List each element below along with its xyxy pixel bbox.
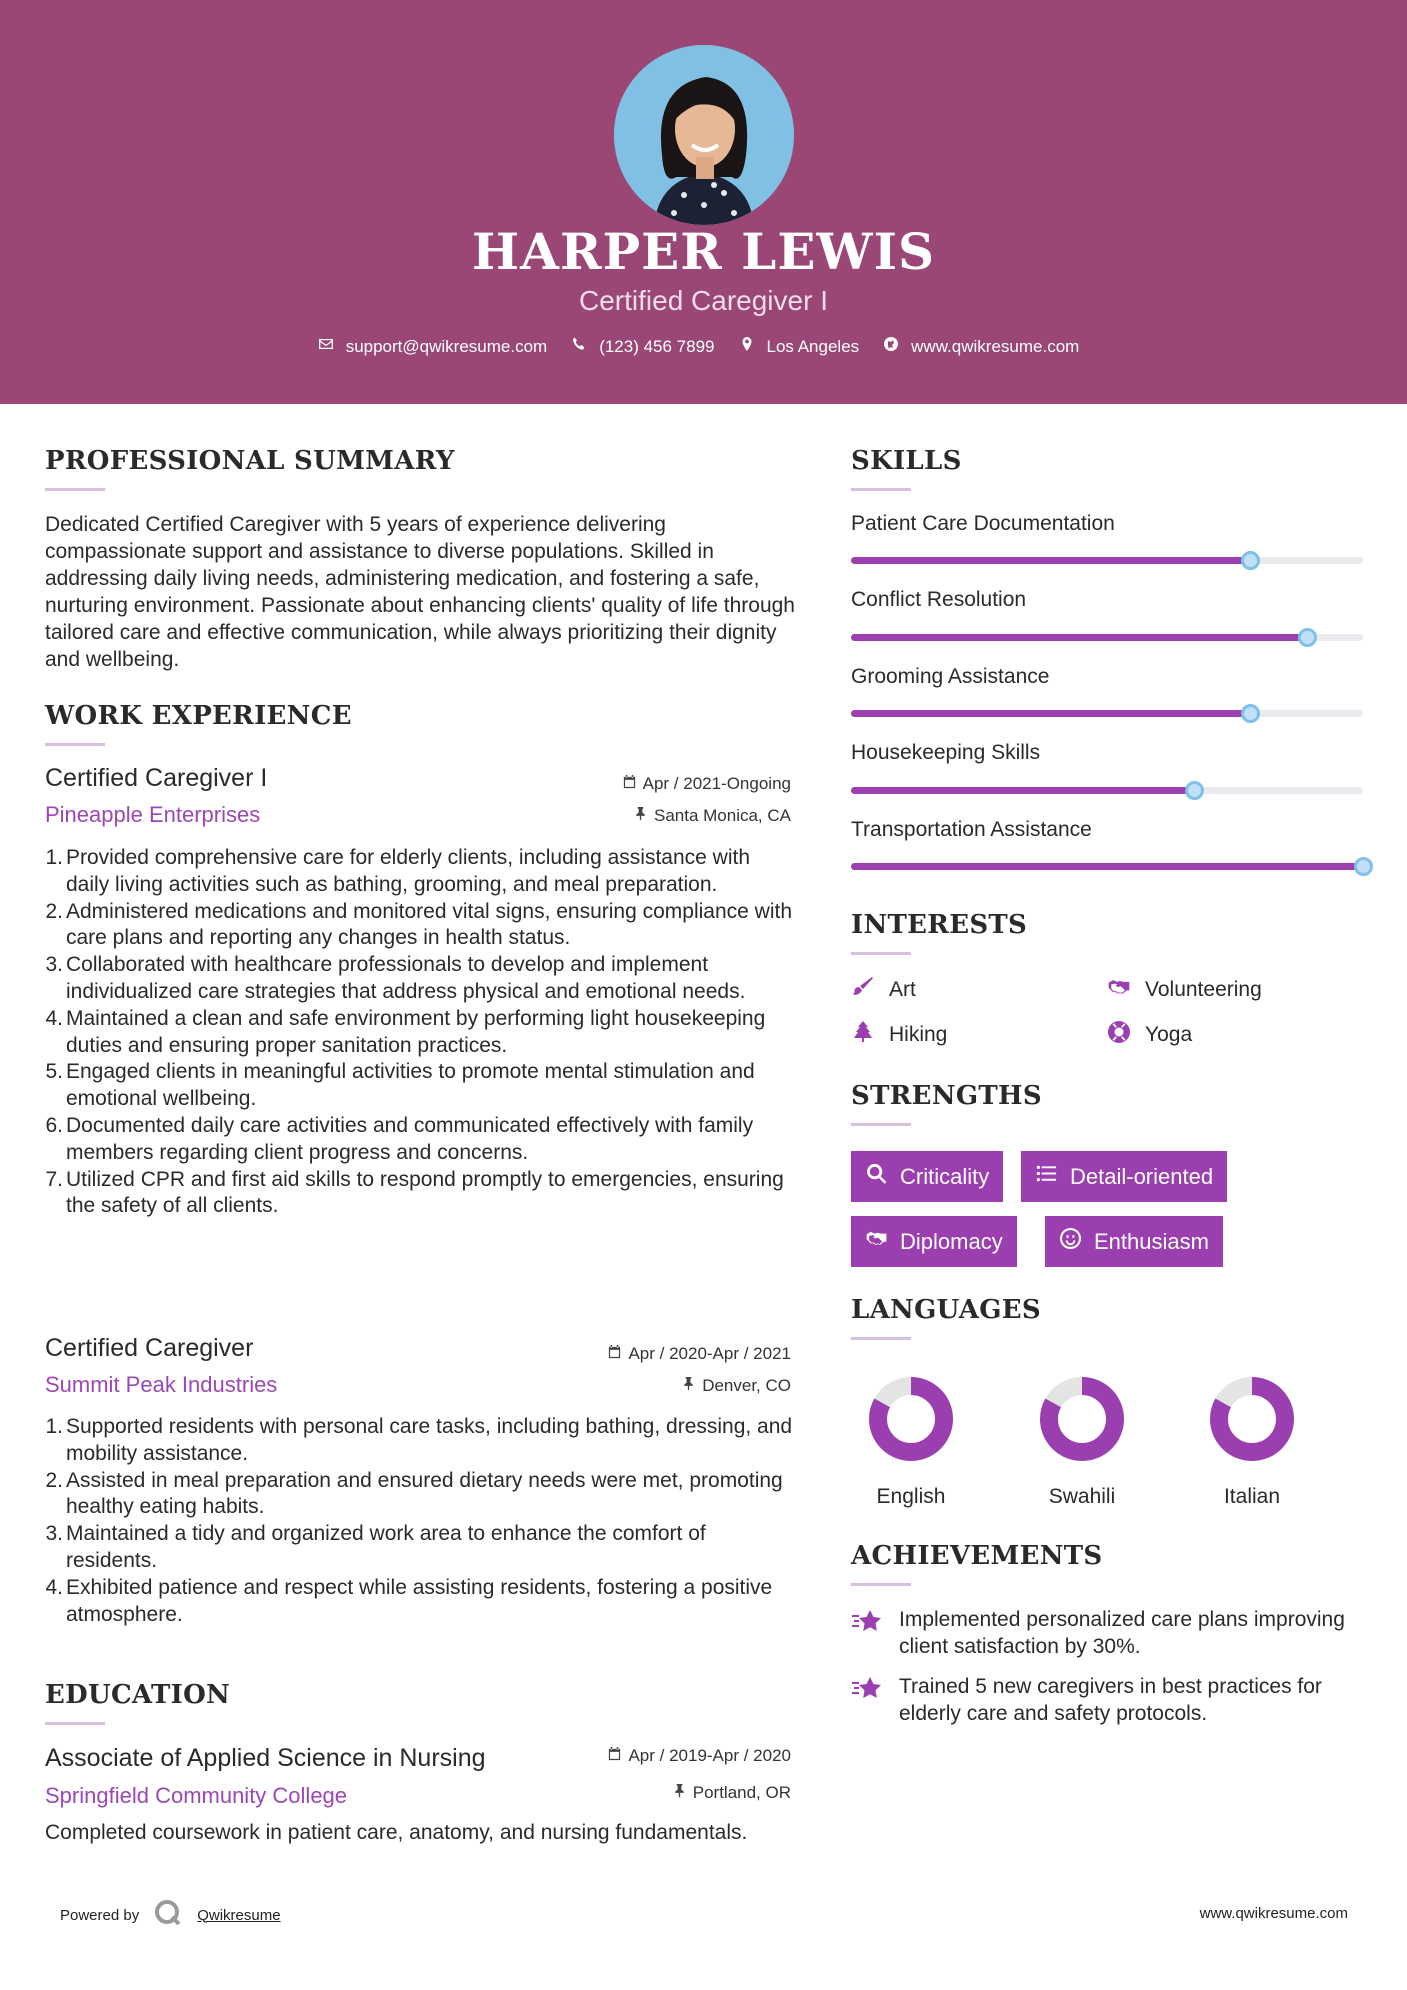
job-location-text: Santa Monica, CA — [653, 806, 791, 825]
job-bullets — [45, 845, 798, 1220]
skill-bar-fill — [851, 710, 1250, 717]
globe-icon — [883, 336, 899, 357]
skill-bar-knob — [1241, 704, 1260, 723]
interest-item — [851, 1020, 947, 1050]
pin-icon — [681, 1376, 696, 1396]
strength-chip — [851, 1151, 1003, 1202]
list-item: 6. Documented daily care activities and communicated effectively with family members regarding client progress and concerns. — [45, 1113, 754, 1164]
job-company: Pineapple Enterprises — [45, 802, 261, 827]
list-item: 4. Maintained a clean and safe environment by performing light housekeeping duties and ensuring proper sanitation practices. — [45, 1006, 766, 1057]
contact-phone[interactable] — [571, 336, 714, 357]
summary-heading: PROFESSIONAL SUMMARY — [45, 446, 455, 476]
education-dates-text: Apr / 2019-Apr / 2020 — [628, 1746, 791, 1765]
star-award-icon — [851, 1606, 883, 1660]
skill-name: Transportation Assistance — [851, 818, 1092, 841]
experience-divider — [45, 743, 105, 746]
summary-text: Dedicated Certified Caregiver with 5 years of experience delivering compassionate support and assistance to diverse populations. Skilled in addressing daily living needs, administering medication, and fostering a safe, nurturing environment. Passionate about enhancing clients' quality of life through tailored care and effective communication, while always prioritizing their dignity and wellbeing. — [45, 513, 795, 671]
job-title: Certified Caregiver — [45, 1334, 254, 1362]
list-item: 3. Collaborated with healthcare professionals to develop and implement individualized care strategies that address physical and emotional needs. — [45, 953, 746, 1003]
interest-item — [1107, 1020, 1192, 1050]
list-item: 5. Engaged clients in meaningful activities to promote mental stimulation and emotional wellbeing. — [45, 1060, 755, 1111]
skill-bar-fill — [851, 634, 1307, 641]
handshake-icon — [865, 1227, 888, 1256]
experience-heading: WORK EXPERIENCE — [45, 701, 352, 731]
list-item: 7. Utilized CPR and first aid skills to respond promptly to emergencies, ensuring the safety of all clients. — [45, 1167, 784, 1218]
contact-location — [739, 336, 860, 357]
footer-website[interactable]: www.qwikresume.com — [1199, 1905, 1348, 1922]
job-bullets — [45, 1414, 798, 1628]
brand-link[interactable]: Qwikresume — [197, 1906, 281, 1924]
education-description: Completed coursework in patient care, anatomy, and nursing fundamentals. — [45, 1821, 748, 1844]
achievements-heading: ACHIEVEMENTS — [851, 1541, 1103, 1571]
list-item: 2. Assisted in meal preparation and ensured dietary needs were met, promoting healthy eating habits. — [45, 1468, 783, 1519]
strength-label: Enthusiasm — [1094, 1228, 1209, 1254]
achievement-text: Implemented personalized care plans improving client satisfaction by 30%. — [899, 1608, 1345, 1658]
summary-divider — [45, 488, 105, 491]
candidate-name: HARPER LEWIS — [471, 222, 936, 281]
footer-powered-by — [60, 1898, 281, 1932]
languages-heading: LANGUAGES — [851, 1295, 1041, 1325]
language-label: English — [876, 1485, 946, 1508]
interest-item — [851, 975, 916, 1005]
achievement-text: Trained 5 new caregivers in best practices for elderly care and safety protocols. — [899, 1675, 1322, 1725]
skill-bar — [851, 557, 1363, 564]
strength-chip — [851, 1216, 1017, 1267]
contact-email[interactable] — [318, 336, 548, 357]
strength-label: Detail-oriented — [1070, 1163, 1214, 1189]
interests-heading: INTERESTS — [851, 910, 1028, 940]
search-icon — [865, 1162, 888, 1191]
job-company: Summit Peak Industries — [45, 1372, 278, 1397]
skills-heading: SKILLS — [851, 446, 962, 476]
education-location-text: Portland, OR — [692, 1783, 791, 1802]
languages-divider — [851, 1337, 911, 1340]
job-dates — [520, 1344, 791, 1364]
language-label: Italian — [1223, 1485, 1281, 1508]
job-location-text: Denver, CO — [702, 1376, 791, 1395]
list-item: 3. Maintained a tidy and organized work area to enhance the comfort of residents. — [45, 1522, 706, 1572]
list-item: 1. Provided comprehensive care for elderly clients, including assistance with daily living activities such as bathing, grooming, and meal preparation. — [45, 846, 750, 896]
qwikresume-logo-icon — [153, 1898, 183, 1932]
contact-row — [0, 336, 1407, 357]
email-text: support@qwikresume.com — [345, 336, 548, 356]
language-label: Swahili — [1048, 1485, 1116, 1508]
strengths-heading: STRENGTHS — [851, 1081, 1042, 1111]
strengths-divider — [851, 1123, 911, 1126]
skill-bar-fill — [851, 557, 1250, 564]
interest-label: Art — [889, 978, 916, 1001]
calendar-icon — [622, 774, 637, 794]
interest-label: Yoga — [1145, 1023, 1193, 1046]
list-item: 1. Supported residents with personal care tasks, including bathing, dressing, and mobility assistance. — [45, 1415, 793, 1465]
skill-name: Patient Care Documentation — [851, 512, 1115, 535]
strength-label: Diplomacy — [900, 1228, 1003, 1254]
website-text: www.qwikresume.com — [911, 336, 1080, 356]
language-item — [851, 1376, 971, 1509]
skill-bar — [851, 634, 1363, 641]
job-dates-text: Apr / 2020-Apr / 2021 — [628, 1344, 791, 1363]
skill-name: Grooming Assistance — [851, 665, 1050, 688]
education-location — [520, 1783, 791, 1803]
language-donut — [868, 1376, 954, 1462]
language-donut — [1209, 1376, 1295, 1462]
calendar-icon — [607, 1746, 622, 1766]
achievement-item — [851, 1606, 1351, 1660]
interests-divider — [851, 952, 911, 955]
language-item — [1022, 1376, 1142, 1509]
tree-icon — [851, 1020, 875, 1050]
language-item — [1192, 1376, 1312, 1509]
star-award-icon — [851, 1673, 883, 1727]
list-item: 2. Administered medications and monitored vital signs, ensuring compliance with care plans and reporting any changes in health status. — [45, 899, 793, 950]
paintbrush-icon — [851, 975, 875, 1005]
achievements-divider — [851, 1583, 911, 1586]
skill-bar-fill — [851, 863, 1363, 870]
resume-header — [0, 0, 1407, 404]
envelope-icon — [318, 336, 334, 357]
interest-label: Hiking — [889, 1023, 948, 1046]
phone-text: (123) 456 7899 — [599, 336, 715, 356]
calendar-icon — [607, 1344, 622, 1364]
handshake-icon — [1107, 975, 1131, 1005]
phone-icon — [571, 336, 587, 357]
profile-photo — [614, 45, 794, 225]
job-dates — [520, 774, 791, 794]
interest-item — [1107, 975, 1262, 1005]
strength-label: Criticality — [900, 1163, 990, 1189]
education-heading: EDUCATION — [45, 1680, 231, 1710]
skill-name: Housekeeping Skills — [851, 741, 1041, 764]
job-dates-text: Apr / 2021-Ongoing — [642, 774, 791, 793]
job-title: Certified Caregiver I — [45, 764, 268, 792]
skill-bar — [851, 710, 1363, 717]
education-dates — [520, 1746, 791, 1766]
pin-icon — [633, 806, 648, 826]
list-item: 4. Exhibited patience and respect while assisting residents, fostering a positive atmosphere. — [45, 1575, 773, 1626]
education-divider — [45, 1722, 105, 1725]
strength-chip — [1045, 1216, 1223, 1267]
skill-bar-fill — [851, 787, 1194, 794]
map-pin-icon — [739, 336, 755, 357]
skills-divider — [851, 488, 911, 491]
skill-bar — [851, 787, 1363, 794]
interest-label: Volunteering — [1145, 978, 1262, 1001]
location-text: Los Angeles — [766, 336, 860, 356]
strength-chip — [1021, 1151, 1227, 1202]
powered-by-text: Powered by — [60, 1906, 140, 1924]
skill-bar-knob — [1298, 628, 1317, 647]
pin-icon — [672, 1783, 687, 1803]
skill-name: Conflict Resolution — [851, 588, 1027, 611]
contact-website[interactable] — [883, 336, 1079, 357]
candidate-title: Certified Caregiver I — [579, 285, 828, 316]
smile-icon — [1059, 1227, 1082, 1256]
lifebuoy-icon — [1107, 1020, 1131, 1050]
school-name: Springfield Community College — [45, 1783, 348, 1808]
job-location — [520, 806, 791, 826]
skill-bar-knob — [1241, 551, 1260, 570]
skill-bar-knob — [1354, 857, 1373, 876]
achievement-item — [851, 1673, 1351, 1727]
degree-title: Associate of Applied Science in Nursing — [45, 1744, 486, 1772]
skill-bar-knob — [1185, 781, 1204, 800]
language-donut — [1039, 1376, 1125, 1462]
list-icon — [1035, 1162, 1058, 1191]
skill-bar — [851, 863, 1363, 870]
job-location — [520, 1376, 791, 1396]
